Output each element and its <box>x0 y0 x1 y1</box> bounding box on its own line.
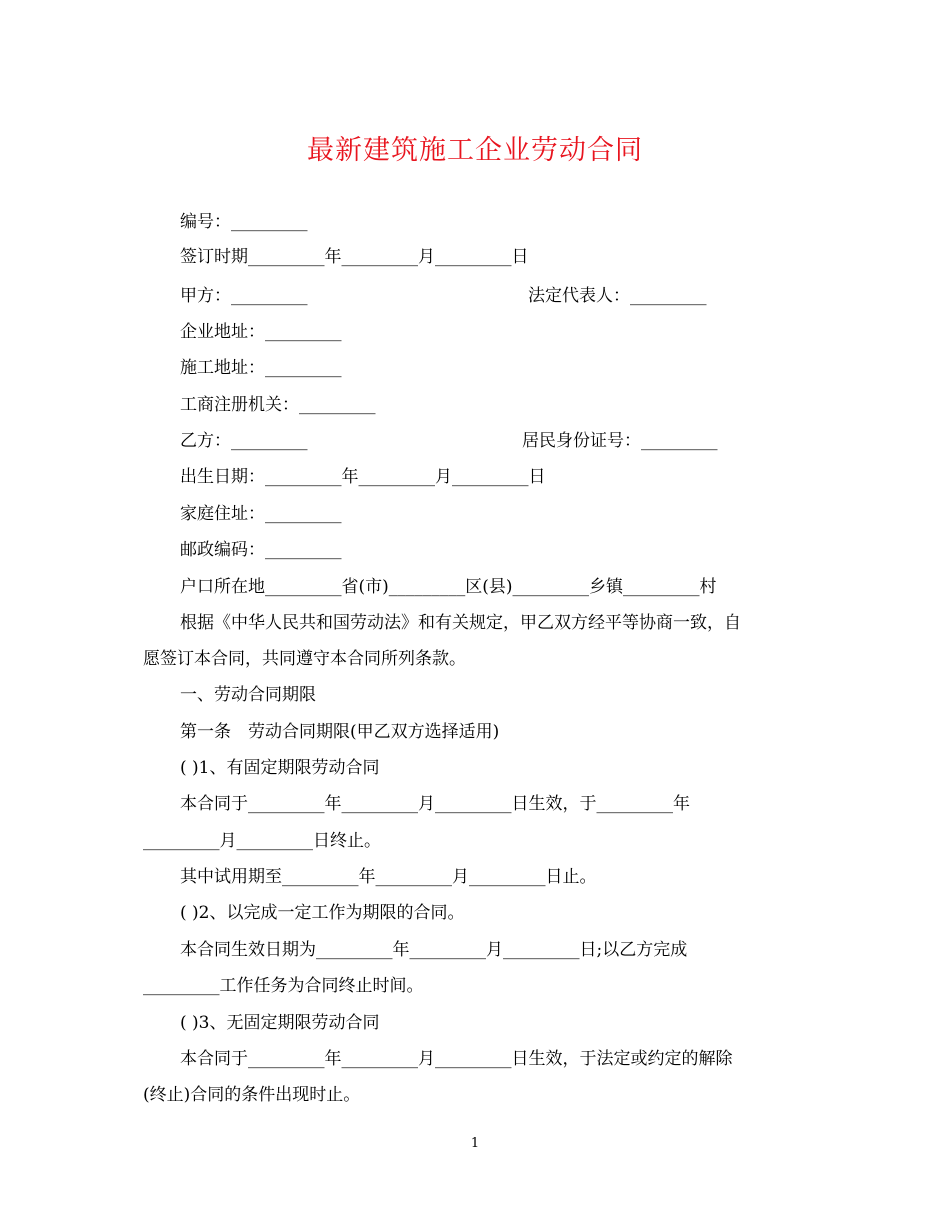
option-2-heading: ( )2、以完成一定工作为期限的合同。 <box>180 903 465 923</box>
birth-date-line: 出生日期：_________年_________月_________日 <box>180 467 546 487</box>
id-number-line: 居民身份证号：_________ <box>522 431 718 451</box>
construction-address-line: 施工地址：_________ <box>180 358 342 378</box>
preamble-line-1: 根据《中华人民共和国劳动法》和有关规定，甲乙双方经平等协商一致，自 <box>180 613 741 633</box>
household-registration-line: 户口所在地_________省(市)_________区(县)_________乡镇_________村 <box>180 577 717 597</box>
signing-date-line: 签订时期_________年_________月_________日 <box>180 247 529 267</box>
option-3-line-1: 本合同于_________年_________月_________日生效，于法定或约定的解除 <box>180 1049 733 1069</box>
option-1-heading: ( )1、有固定期限劳动合同 <box>180 758 380 778</box>
option-3-heading: ( )3、无固定期限劳动合同 <box>180 1013 380 1033</box>
article-heading: 第一条 劳动合同期限(甲乙双方选择适用) <box>180 722 500 742</box>
option-1-line-1: 本合同于_________年_________月_________日生效，于_________年 <box>180 794 690 814</box>
section-heading: 一、劳动合同期限 <box>180 685 316 705</box>
document-title: 最新建筑施工企业劳动合同 <box>307 135 643 166</box>
legal-representative-line: 法定代表人：_________ <box>528 286 707 306</box>
postal-code-line: 邮政编码：_________ <box>180 540 342 560</box>
registration-authority-line: 工商注册机关：_________ <box>180 395 376 415</box>
probation-line: 其中试用期至_________年_________月_________日止。 <box>180 867 597 887</box>
page-number: 1 <box>470 1136 480 1151</box>
option-3-line-2: (终止)合同的条件出现时止。 <box>143 1085 361 1105</box>
option-2-line-2: _________工作任务为合同终止时间。 <box>143 976 424 996</box>
option-1-line-2: _________月_________日终止。 <box>143 831 381 851</box>
option-2-line-1: 本合同生效日期为_________年_________月_________日;以乙方完成 <box>180 940 688 960</box>
company-address-line: 企业地址：_________ <box>180 322 342 342</box>
contract-number-line: 编号：_________ <box>180 212 308 232</box>
party-a-line: 甲方：_________ <box>180 286 308 306</box>
preamble-line-2: 愿签订本合同，共同遵守本合同所列条款。 <box>143 649 466 669</box>
party-b-line: 乙方：_________ <box>180 431 308 451</box>
home-address-line: 家庭住址：_________ <box>180 504 342 524</box>
